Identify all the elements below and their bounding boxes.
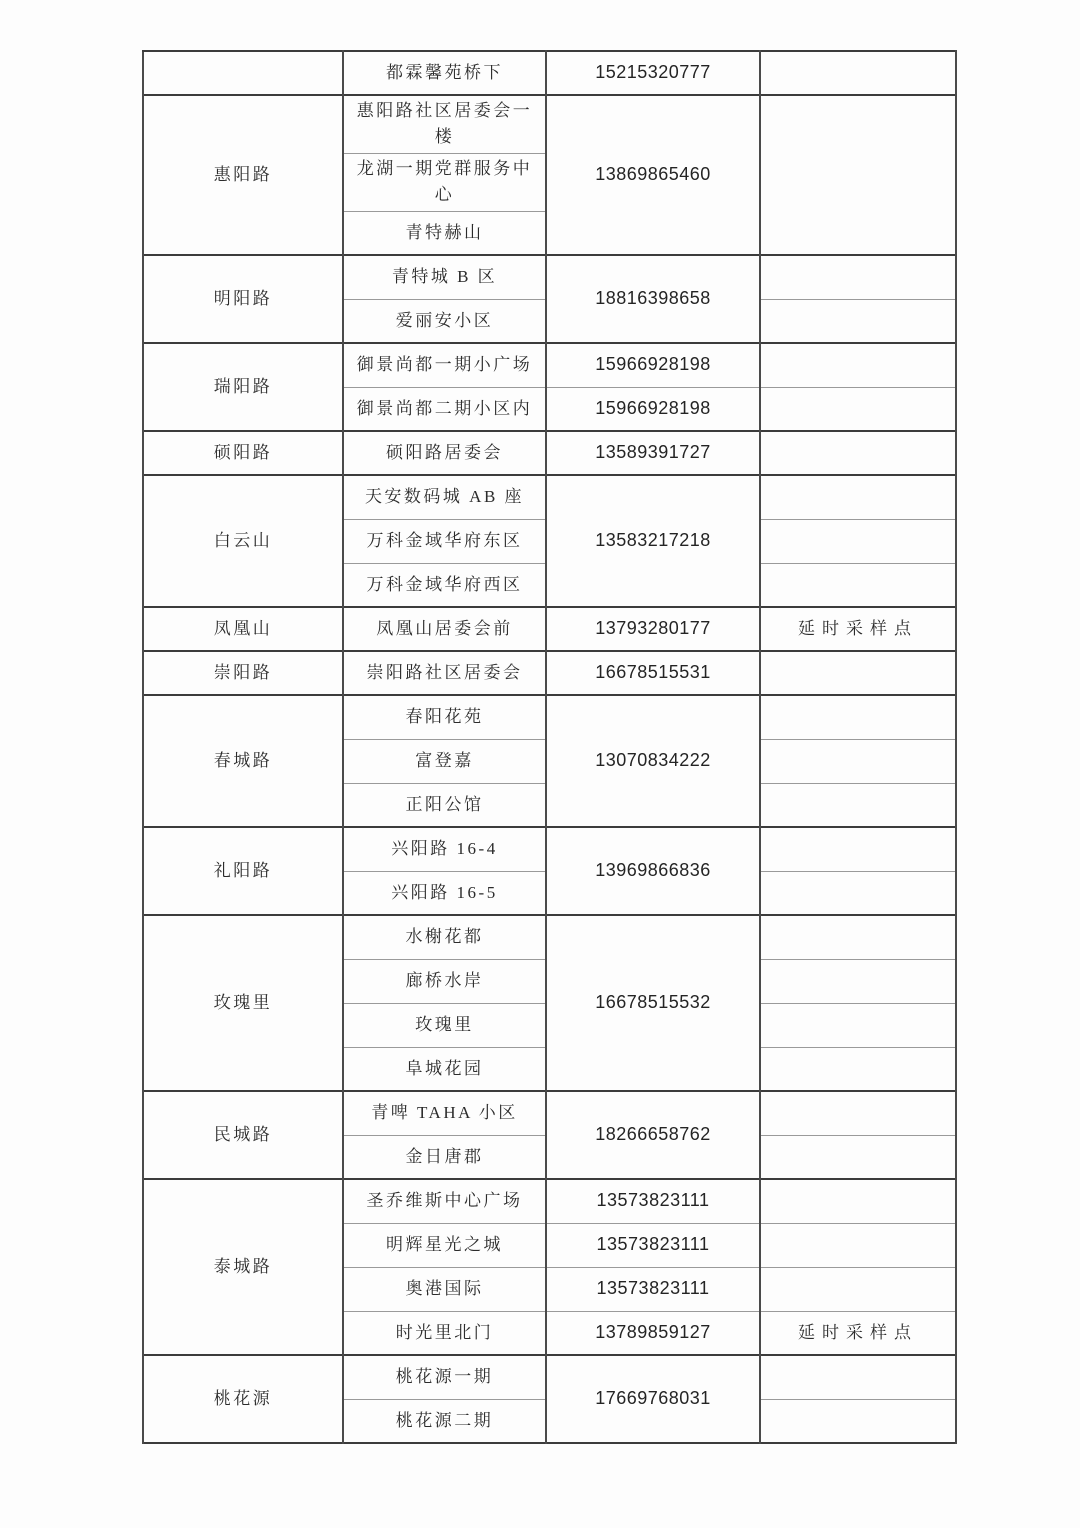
note-cell	[760, 51, 956, 95]
location-cell: 富登嘉	[343, 739, 546, 783]
phone-cell: 17669768031	[546, 1355, 760, 1443]
note-cell	[760, 431, 956, 475]
area-cell: 明阳路	[143, 255, 343, 343]
note-cell	[760, 1003, 956, 1047]
location-cell: 桃花源二期	[343, 1399, 546, 1443]
location-cell: 惠阳路社区居委会一楼	[343, 95, 546, 153]
table-body	[143, 51, 956, 1443]
note-cell	[760, 827, 956, 871]
table-row	[143, 95, 956, 153]
note-cell	[760, 1355, 956, 1399]
note-cell	[760, 959, 956, 1003]
location-cell: 天安数码城 AB 座	[343, 475, 546, 519]
location-cell: 水榭花都	[343, 915, 546, 959]
location-cell: 廊桥水岸	[343, 959, 546, 1003]
phone-cell: 16678515532	[546, 915, 760, 1091]
location-cell: 万科金域华府西区	[343, 563, 546, 607]
location-cell: 崇阳路社区居委会	[343, 651, 546, 695]
location-cell: 御景尚都一期小广场	[343, 343, 546, 387]
table-row	[143, 255, 956, 299]
area-cell: 春城路	[143, 695, 343, 827]
area-cell	[143, 51, 343, 95]
phone-cell: 13789859127	[546, 1311, 760, 1355]
phone-cell: 13969866836	[546, 827, 760, 915]
note-cell	[760, 255, 956, 299]
note-cell	[760, 519, 956, 563]
phone-cell: 18816398658	[546, 255, 760, 343]
phone-cell: 13573823111	[546, 1179, 760, 1223]
note-cell	[760, 1135, 956, 1179]
note-cell	[760, 695, 956, 739]
note-cell	[760, 1091, 956, 1135]
location-cell: 御景尚都二期小区内	[343, 387, 546, 431]
phone-cell: 13070834222	[546, 695, 760, 827]
note-cell	[760, 387, 956, 431]
location-cell: 春阳花苑	[343, 695, 546, 739]
phone-cell: 15966928198	[546, 343, 760, 387]
note-cell	[760, 871, 956, 915]
table-row	[143, 1355, 956, 1399]
location-cell: 凤凰山居委会前	[343, 607, 546, 651]
phone-cell: 13573823111	[546, 1267, 760, 1311]
table-row	[143, 431, 956, 475]
phone-cell: 16678515531	[546, 651, 760, 695]
phone-cell: 18266658762	[546, 1091, 760, 1179]
phone-cell: 13589391727	[546, 431, 760, 475]
table-row	[143, 827, 956, 871]
note-cell	[760, 475, 956, 519]
location-cell: 青啤 TAHA 小区	[343, 1091, 546, 1135]
note-cell	[760, 783, 956, 827]
note-cell	[760, 1267, 956, 1311]
note-cell	[760, 343, 956, 387]
area-cell: 惠阳路	[143, 95, 343, 255]
location-cell: 时光里北门	[343, 1311, 546, 1355]
location-cell: 兴阳路 16-4	[343, 827, 546, 871]
location-cell: 正阳公馆	[343, 783, 546, 827]
note-cell: 延时采样点	[760, 607, 956, 651]
location-cell: 青特赫山	[343, 211, 546, 255]
location-cell: 金日唐郡	[343, 1135, 546, 1179]
location-cell: 万科金域华府东区	[343, 519, 546, 563]
table-row	[143, 695, 956, 739]
note-cell	[760, 95, 956, 255]
area-cell: 民城路	[143, 1091, 343, 1179]
location-cell: 硕阳路居委会	[343, 431, 546, 475]
area-cell: 玫瑰里	[143, 915, 343, 1091]
note-cell	[760, 299, 956, 343]
area-cell: 白云山	[143, 475, 343, 607]
phone-cell: 13583217218	[546, 475, 760, 607]
table-row	[143, 1179, 956, 1223]
note-cell	[760, 1047, 956, 1091]
phone-cell: 15966928198	[546, 387, 760, 431]
location-cell: 都霖馨苑桥下	[343, 51, 546, 95]
table-row	[143, 475, 956, 519]
phone-cell: 13573823111	[546, 1223, 760, 1267]
phone-cell: 13869865460	[546, 95, 760, 255]
location-cell: 阜城花园	[343, 1047, 546, 1091]
note-cell	[760, 651, 956, 695]
location-cell: 兴阳路 16-5	[343, 871, 546, 915]
note-cell: 延时采样点	[760, 1311, 956, 1355]
table-row	[143, 651, 956, 695]
table-row	[143, 915, 956, 959]
location-cell: 圣乔维斯中心广场	[343, 1179, 546, 1223]
location-cell: 爱丽安小区	[343, 299, 546, 343]
table-row	[143, 607, 956, 651]
note-cell	[760, 739, 956, 783]
phone-cell: 13793280177	[546, 607, 760, 651]
table-row	[143, 343, 956, 387]
phone-cell: 15215320777	[546, 51, 760, 95]
location-cell: 奥港国际	[343, 1267, 546, 1311]
table-row	[143, 1091, 956, 1135]
note-cell	[760, 1223, 956, 1267]
location-cell: 龙湖一期党群服务中心	[343, 153, 546, 211]
location-cell: 明辉星光之城	[343, 1223, 546, 1267]
area-cell: 礼阳路	[143, 827, 343, 915]
area-cell: 硕阳路	[143, 431, 343, 475]
location-cell: 青特城 B 区	[343, 255, 546, 299]
area-cell: 崇阳路	[143, 651, 343, 695]
location-cell: 玫瑰里	[343, 1003, 546, 1047]
table-row	[143, 51, 956, 95]
note-cell	[760, 1179, 956, 1223]
note-cell	[760, 1399, 956, 1443]
area-cell: 瑞阳路	[143, 343, 343, 431]
sampling-points-table	[142, 50, 957, 1444]
note-cell	[760, 563, 956, 607]
area-cell: 凤凰山	[143, 607, 343, 651]
area-cell: 泰城路	[143, 1179, 343, 1355]
location-cell: 桃花源一期	[343, 1355, 546, 1399]
area-cell: 桃花源	[143, 1355, 343, 1443]
note-cell	[760, 915, 956, 959]
